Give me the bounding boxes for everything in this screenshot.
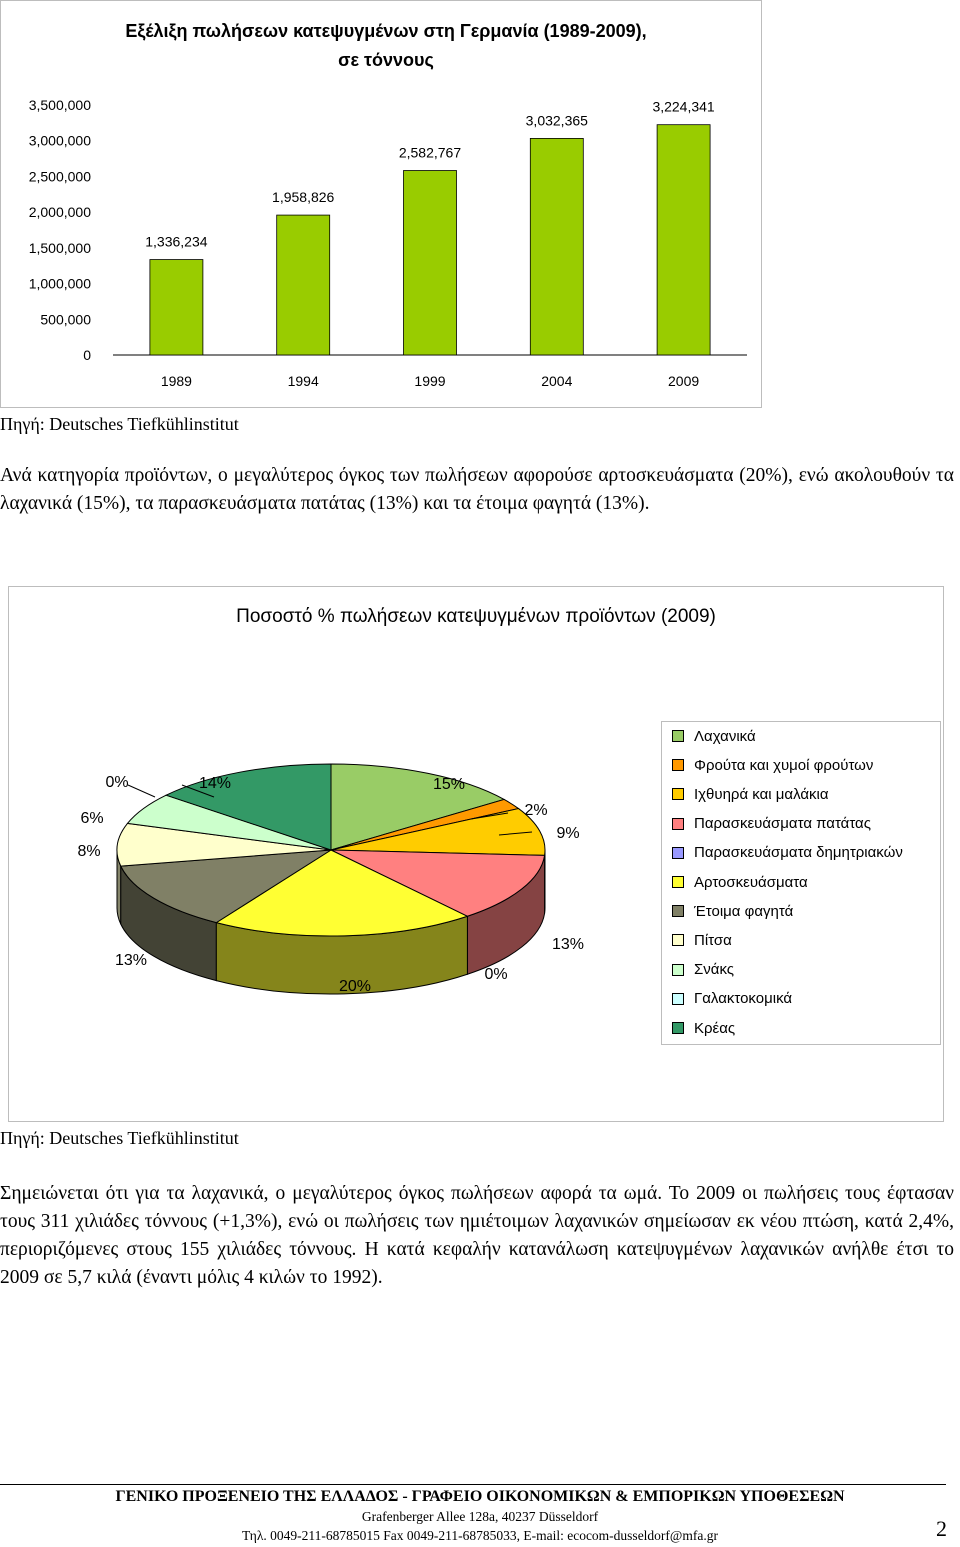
bar-1999: [404, 171, 457, 355]
legend-swatch: [672, 730, 684, 742]
pie-chart-frame: [8, 586, 944, 1122]
paragraph-vegetables: Σημειώνεται ότι για τα λαχανικά, ο μεγαλύτερος όγκος πωλήσεων αφορά τα ωμά. Το 2009 οι πωλήσεις τους έφτασαν τους 311 χιλιάδες τόννους (+1,3%), ενώ οι πωλήσεις των ημιέτοιμων λαχανικών σημείωσαν εκ νέου πτώση, κατά 2,4%, περιοριζόμενες στους 155 χιλιάδες τόννους. Η κατά κεφαλήν κατανάλωση κατεψυγμένων λαχανικών ανήλθε έτσι το 2009 σε 5,7 κιλά (έναντι μόλις 4 κιλών το 1992).: [0, 1183, 954, 1288]
bar-y-tick-label: 3,000,000: [28, 132, 91, 149]
bar-chart-title-line2: σε τόννους: [338, 50, 434, 70]
legend-item: [672, 871, 808, 893]
pie-value-label: 13%: [551, 936, 585, 953]
bar-1989: [150, 260, 203, 355]
bar-x-tick-label: 1989: [160, 373, 192, 389]
bar-x-tick-label: 2004: [541, 373, 573, 389]
bar-x-tick-label: 2009: [668, 373, 700, 389]
pie-value-label: 14%: [198, 775, 232, 792]
legend-item: [672, 754, 873, 776]
legend-label: Φρούτα και χυμοί φρούτων: [694, 756, 874, 774]
legend-label: Έτοιμα φαγητά: [694, 902, 794, 920]
legend-item: [672, 900, 793, 922]
pie-value-label: 0%: [484, 966, 508, 983]
legend-swatch: [672, 964, 684, 976]
pie-value-label: 15%: [432, 776, 466, 793]
bar-2004: [530, 138, 583, 355]
pie-legend: [661, 721, 941, 1045]
bar-y-tick-label: 0: [83, 347, 91, 363]
legend-item: [672, 988, 792, 1010]
legend-item: [672, 842, 903, 864]
pie-top: [117, 764, 548, 936]
legend-item: [672, 929, 732, 951]
pie-value-label: 20%: [338, 978, 372, 995]
pie-value-label: 9%: [556, 825, 580, 842]
pie-value-label: 2%: [524, 802, 548, 819]
page-number: 2: [936, 1516, 947, 1541]
bar-x-tick-label: 1994: [287, 373, 319, 389]
legend-swatch: [672, 847, 684, 859]
bar-y-tick-label: 1,000,000: [28, 275, 91, 292]
legend-label: Ιχθυηρά και μαλάκια: [694, 785, 829, 803]
paragraph-categories: Ανά κατηγορία προϊόντων, ο μεγαλύτερος όγκος των πωλήσεων αφορούσε αρτοσκευάσματα (20%), ενώ ακολουθούν τα λαχανικά (15%), τα παρασκευάσματα πατάτας (13%) και τα έτοιμα φαγητά (13%).: [0, 465, 954, 514]
legend-item: [672, 783, 829, 805]
bar-y-tick-label: 3,500,000: [28, 97, 91, 113]
bar-y-tick-label: 1,500,000: [28, 239, 91, 256]
footer-address: Grafenberger Allee 128a, 40237 Düsseldorf: [361, 1509, 599, 1524]
legend-swatch: [672, 876, 684, 888]
legend-swatch: [672, 788, 684, 800]
legend-label: Σνάκς: [694, 961, 734, 979]
legend-item: [672, 959, 734, 981]
pie-leader-line: [128, 785, 155, 797]
bar-chart-source: Πηγή: Deutsches Tiefkühlinstitut: [0, 414, 239, 434]
legend-swatch: [672, 934, 684, 946]
bar-x-tick-label: 1999: [414, 373, 446, 389]
footer-contact: Τηλ. 0049-211-68785015 Fax 0049-211-68785033, E-mail: ecocom-dusseldorf@mfa.gr: [242, 1528, 718, 1543]
bar-y-tick-label: 2,500,000: [28, 168, 91, 185]
bar-y-tick-label: 500,000: [40, 311, 91, 328]
legend-label: Λαχανικά: [694, 727, 756, 745]
bar-chart-svg: [1, 1, 761, 407]
footer-organization: ΓΕΝΙΚΟ ΠΡΟΞΕΝΕΙΟ ΤΗΣ ΕΛΛΑΔΟΣ - ΓΡΑΦΕΙΟ ΟΙΚΟΝΟΜΙΚΩΝ & ΕΜΠΟΡΙΚΩΝ ΥΠΟΘΕΣΕΩΝ: [115, 1488, 845, 1505]
legend-item: [672, 813, 871, 835]
legend-swatch: [672, 818, 684, 830]
bar-value-label: 1,958,826: [272, 189, 335, 206]
bar-value-label: 3,032,365: [525, 112, 588, 129]
pie-chart-title: Ποσοστό % πωλήσεων κατεψυγμένων προϊόντων (2009): [236, 606, 716, 627]
pie-value-label: 6%: [80, 810, 104, 827]
legend-label: Κρέας: [694, 1019, 736, 1037]
bar-value-label: 3,224,341: [652, 98, 715, 115]
legend-swatch: [672, 759, 684, 771]
legend-swatch: [672, 1022, 684, 1034]
legend-label: Αρτοσκευάσματα: [694, 873, 808, 891]
bar-y-tick-label: 2,000,000: [28, 204, 91, 221]
bar-chart-frame: [0, 0, 762, 408]
pie-chart-source: Πηγή: Deutsches Tiefkühlinstitut: [0, 1128, 239, 1148]
legend-label: Παρασκευάσματα πατάτας: [694, 815, 871, 833]
pie-value-label: 8%: [77, 843, 101, 860]
bar-2009: [657, 125, 710, 355]
bar-value-label: 1,336,234: [145, 233, 208, 250]
pie-chart-svg: [9, 587, 659, 1121]
bar-chart-title-line1: Εξέλιξη πωλήσεων κατεψυγμένων στη Γερμανία (1989-2009),: [125, 21, 647, 41]
bar-1994: [277, 215, 330, 355]
pie-value-label: 0%: [105, 774, 129, 791]
legend-label: Παρασκευάσματα δημητριακών: [694, 844, 903, 862]
footer-divider: [0, 1484, 946, 1485]
legend-label: Γαλακτοκομικά: [694, 990, 793, 1008]
legend-label: Πίτσα: [694, 931, 732, 949]
legend-item: [672, 1017, 735, 1039]
legend-swatch: [672, 905, 684, 917]
legend-item: [672, 725, 756, 747]
pie-value-label: 13%: [114, 952, 148, 969]
bar-value-label: 2,582,767: [398, 144, 462, 161]
legend-swatch: [672, 993, 684, 1005]
